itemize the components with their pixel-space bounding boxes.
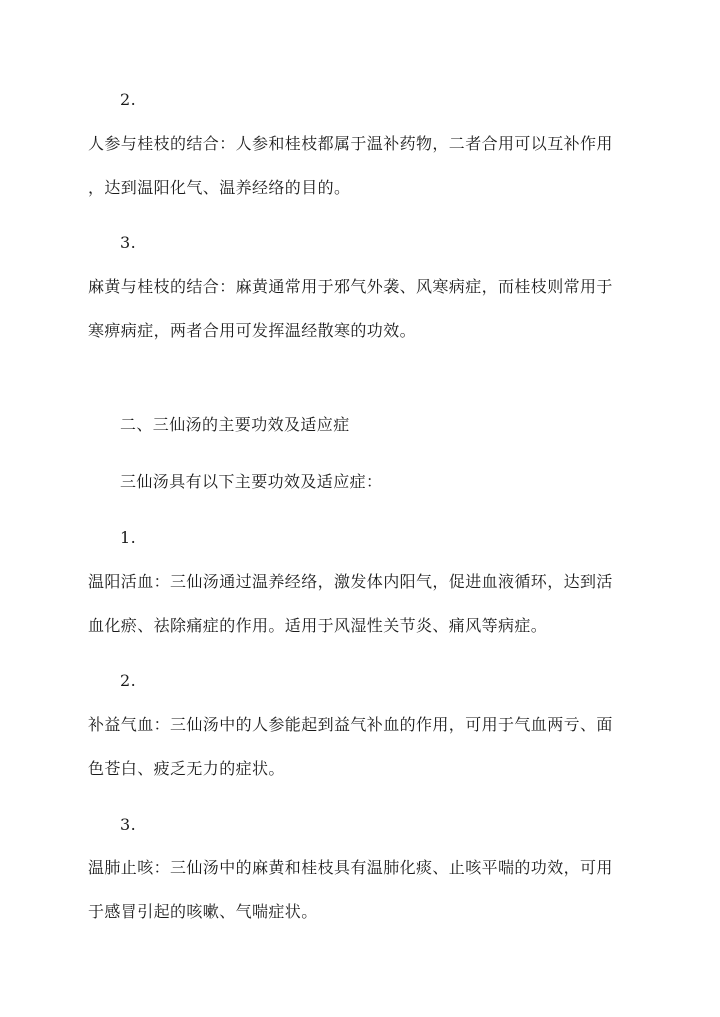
section-intro: 三仙汤具有以下主要功效及适应症：: [120, 472, 383, 491]
paragraph-line: 人参与桂枝的结合：人参和桂枝都属于温补药物，二者合用可以互补作用: [88, 134, 613, 153]
list-number: 3.: [120, 815, 137, 834]
paragraph-line: 温阳活血：三仙汤通过温养经络，激发体内阳气，促进血液循环，达到活: [88, 572, 613, 591]
paragraph-line: 补益气血：三仙汤中的人参能起到益气补血的作用，可用于气血两亏、面: [88, 715, 613, 734]
paragraph-line: 色苍白、疲乏无力的症状。: [88, 759, 285, 778]
paragraph-line: 于感冒引起的咳嗽、气喘症状。: [88, 902, 318, 921]
paragraph-line: ，达到温阳化气、温养经络的目的。: [88, 178, 351, 197]
paragraph-line: 温肺止咳：三仙汤中的麻黄和桂枝具有温肺化痰、止咳平喘的功效，可用: [88, 858, 613, 877]
list-number: 2.: [120, 671, 137, 690]
paragraph-line: 寒痹病症，两者合用可发挥温经散寒的功效。: [88, 321, 417, 340]
list-number: 2.: [120, 90, 137, 109]
section-heading: 二、三仙汤的主要功效及适应症: [120, 415, 350, 434]
list-number: 3.: [120, 233, 137, 252]
paragraph-line: 麻黄与桂枝的结合：麻黄通常用于邪气外袭、风寒病症，而桂枝则常用于: [88, 277, 613, 296]
paragraph-line: 血化瘀、祛除痛症的作用。适用于风湿性关节炎、痛风等病症。: [88, 616, 548, 635]
list-number: 1.: [120, 528, 137, 547]
